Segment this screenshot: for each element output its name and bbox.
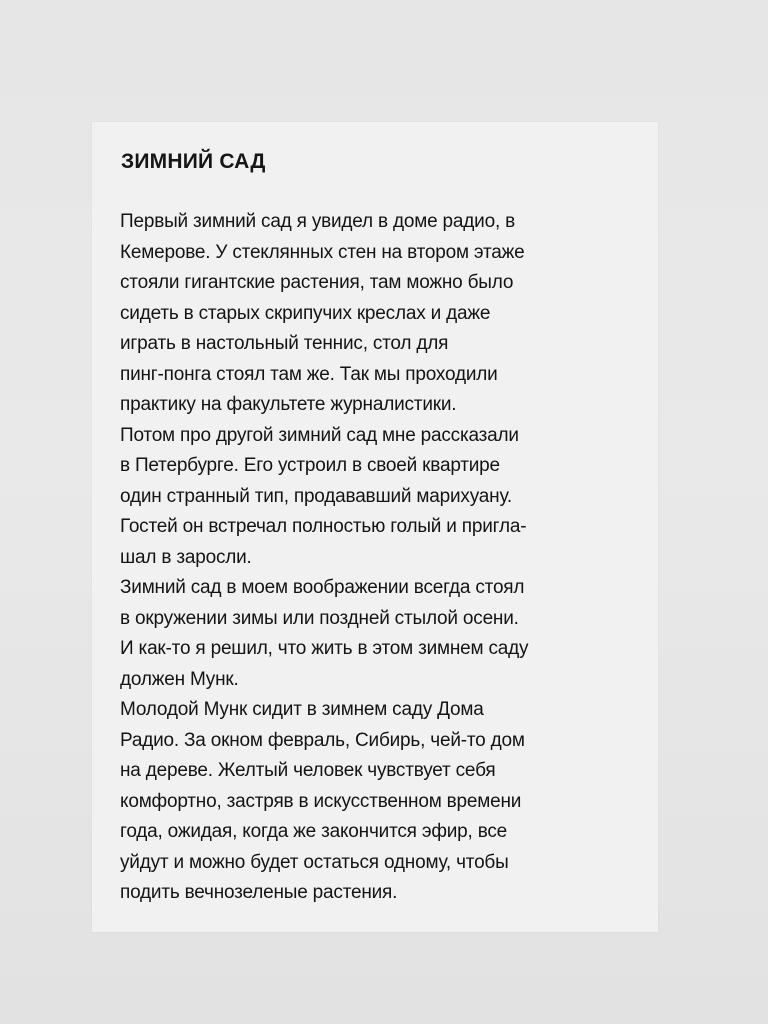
- text-line: в Петербурге. Его устроил в своей квартире: [120, 455, 500, 476]
- text-line: играть в настольный теннис, стол для: [120, 333, 449, 354]
- text-line: подить вечнозеленые растения.: [120, 882, 398, 903]
- text-line: на дереве. Желтый человек чувствует себя: [120, 760, 496, 781]
- text-line: комфортно, застряв в искусственном времени: [120, 790, 522, 812]
- text-line: пинг-понга стоял там же. Так мы проходили: [120, 363, 498, 385]
- text-line: Радио. За окном февраль, Сибирь, чей-то дом: [120, 729, 525, 751]
- text-line: И как-то я решил, что жить в этом зимнем саду: [120, 638, 529, 659]
- text-line: Молодой Мунк сидит в зимнем саду Дома: [120, 699, 484, 720]
- text-line: шал в заросли.: [120, 546, 252, 568]
- text-line: Кемерове. У стеклянных стен на втором этаже: [120, 241, 525, 263]
- text-line: один странный тип, продававший марихуану.: [120, 485, 512, 507]
- text-line: уйдут и можно будет остаться одному, чтобы: [120, 851, 509, 873]
- text-line: года, ожидая, когда же закончится эфир, все: [120, 821, 508, 842]
- text-line: стояли гигантские растения, там можно было: [120, 272, 514, 293]
- text-line: должен Мунк.: [120, 668, 239, 690]
- text-line: сидеть в старых скрипучих креслах и даже: [120, 302, 491, 324]
- text-line: Зимний сад в моем воображении всегда стоял: [120, 577, 525, 598]
- label-title: ЗИМНИЙ САД: [121, 150, 266, 173]
- label-body-text: [120, 207, 660, 909]
- text-line: Потом про другой зимний сад мне рассказали: [120, 424, 519, 446]
- text-line: Первый зимний сад я увидел в доме радио, в: [120, 211, 515, 232]
- text-line: Гостей он встречал полностью голый и пригла-: [120, 516, 527, 537]
- text-line: практику на факультете журналистики.: [120, 394, 457, 415]
- text-line: в окружении зимы или поздней стылой осени.: [120, 607, 519, 629]
